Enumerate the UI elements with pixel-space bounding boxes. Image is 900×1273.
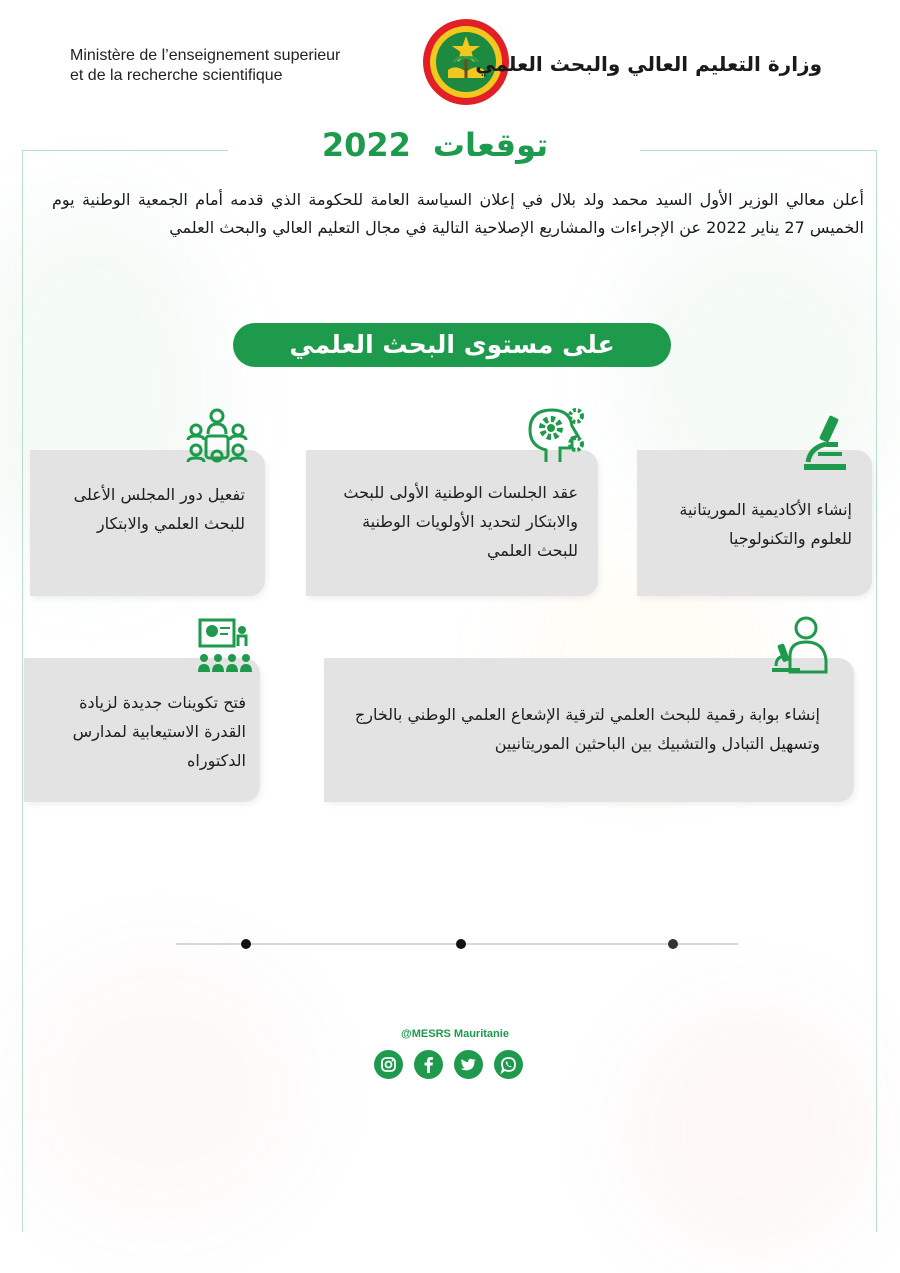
frame-line-top-left <box>22 150 228 151</box>
card-digital-portal <box>324 658 854 802</box>
card-text: إنشاء بوابة رقمية للبحث العلمي لترقية الإشعاع العلمي الوطني بالخارج وتسهيل التبادل والتشبيك بين الباحثين الموريتانيين <box>354 705 820 753</box>
ministry-name-ar: وزارة التعليم العالي والبحث العلمي <box>475 52 822 76</box>
ministry-name-fr-line1: Ministère de l’enseignement superieur <box>70 47 341 64</box>
frame-line-top-right <box>640 150 876 151</box>
frame-line-right <box>876 150 877 1232</box>
brain-gears-icon <box>524 404 586 466</box>
card-text: تفعيل دور المجلس الأعلى للبحث العلمي والابتكار <box>73 485 245 533</box>
ministry-name-fr <box>70 46 410 86</box>
social-handle: @MESRS Mauritanie <box>401 1028 509 1040</box>
scientist-microscope-icon <box>770 616 834 674</box>
ministry-name-fr-line2: et de la recherche scientifique <box>70 67 283 84</box>
pagination-dot[interactable] <box>456 939 466 949</box>
section-title: على مستوى البحث العلمي <box>233 323 671 367</box>
card-text: إنشاء الأكاديمية الموريتانية للعلوم والتكنولوجيا <box>679 500 852 548</box>
card-doctoral-training <box>24 658 260 802</box>
background-shade <box>620 1000 880 1260</box>
card-national-sessions <box>306 450 598 596</box>
pagination-dot[interactable] <box>241 939 251 949</box>
meeting-group-icon <box>186 408 248 468</box>
intro-paragraph: أعلن معالي الوزير الأول السيد محمد ولد بلال في إعلان السياسة العامة للحكومة الذي قدمه أمام الجمعية الوطنية يوم الخميس 27 يناير 2022 عن الإجراءات والمشاريع الإصلاحية التالية في مجال التعليم العالي والبحث العلمي <box>52 190 864 237</box>
microscope-icon <box>800 412 850 472</box>
page-title-text: توقعات <box>432 126 549 164</box>
whatsapp-icon[interactable] <box>494 1050 523 1079</box>
frame-line-left <box>22 150 23 1232</box>
instagram-icon[interactable] <box>374 1050 403 1079</box>
presentation-audience-icon <box>196 616 252 674</box>
card-text: عقد الجلسات الوطنية الأولى للبحث والابتكار لتحديد الأولويات الوطنية للبحث العلمي <box>343 483 578 560</box>
background-shade <box>10 950 310 1230</box>
page-title <box>230 126 640 164</box>
page-title-year: 2022 <box>321 126 411 164</box>
card-text: فتح تكوينات جديدة لزيادة القدرة الاستيعابية لمدارس الدكتوراه <box>72 693 246 770</box>
card-higher-council <box>30 450 265 596</box>
facebook-icon[interactable] <box>414 1050 443 1079</box>
pagination-dot[interactable] <box>668 939 678 949</box>
twitter-icon[interactable] <box>454 1050 483 1079</box>
